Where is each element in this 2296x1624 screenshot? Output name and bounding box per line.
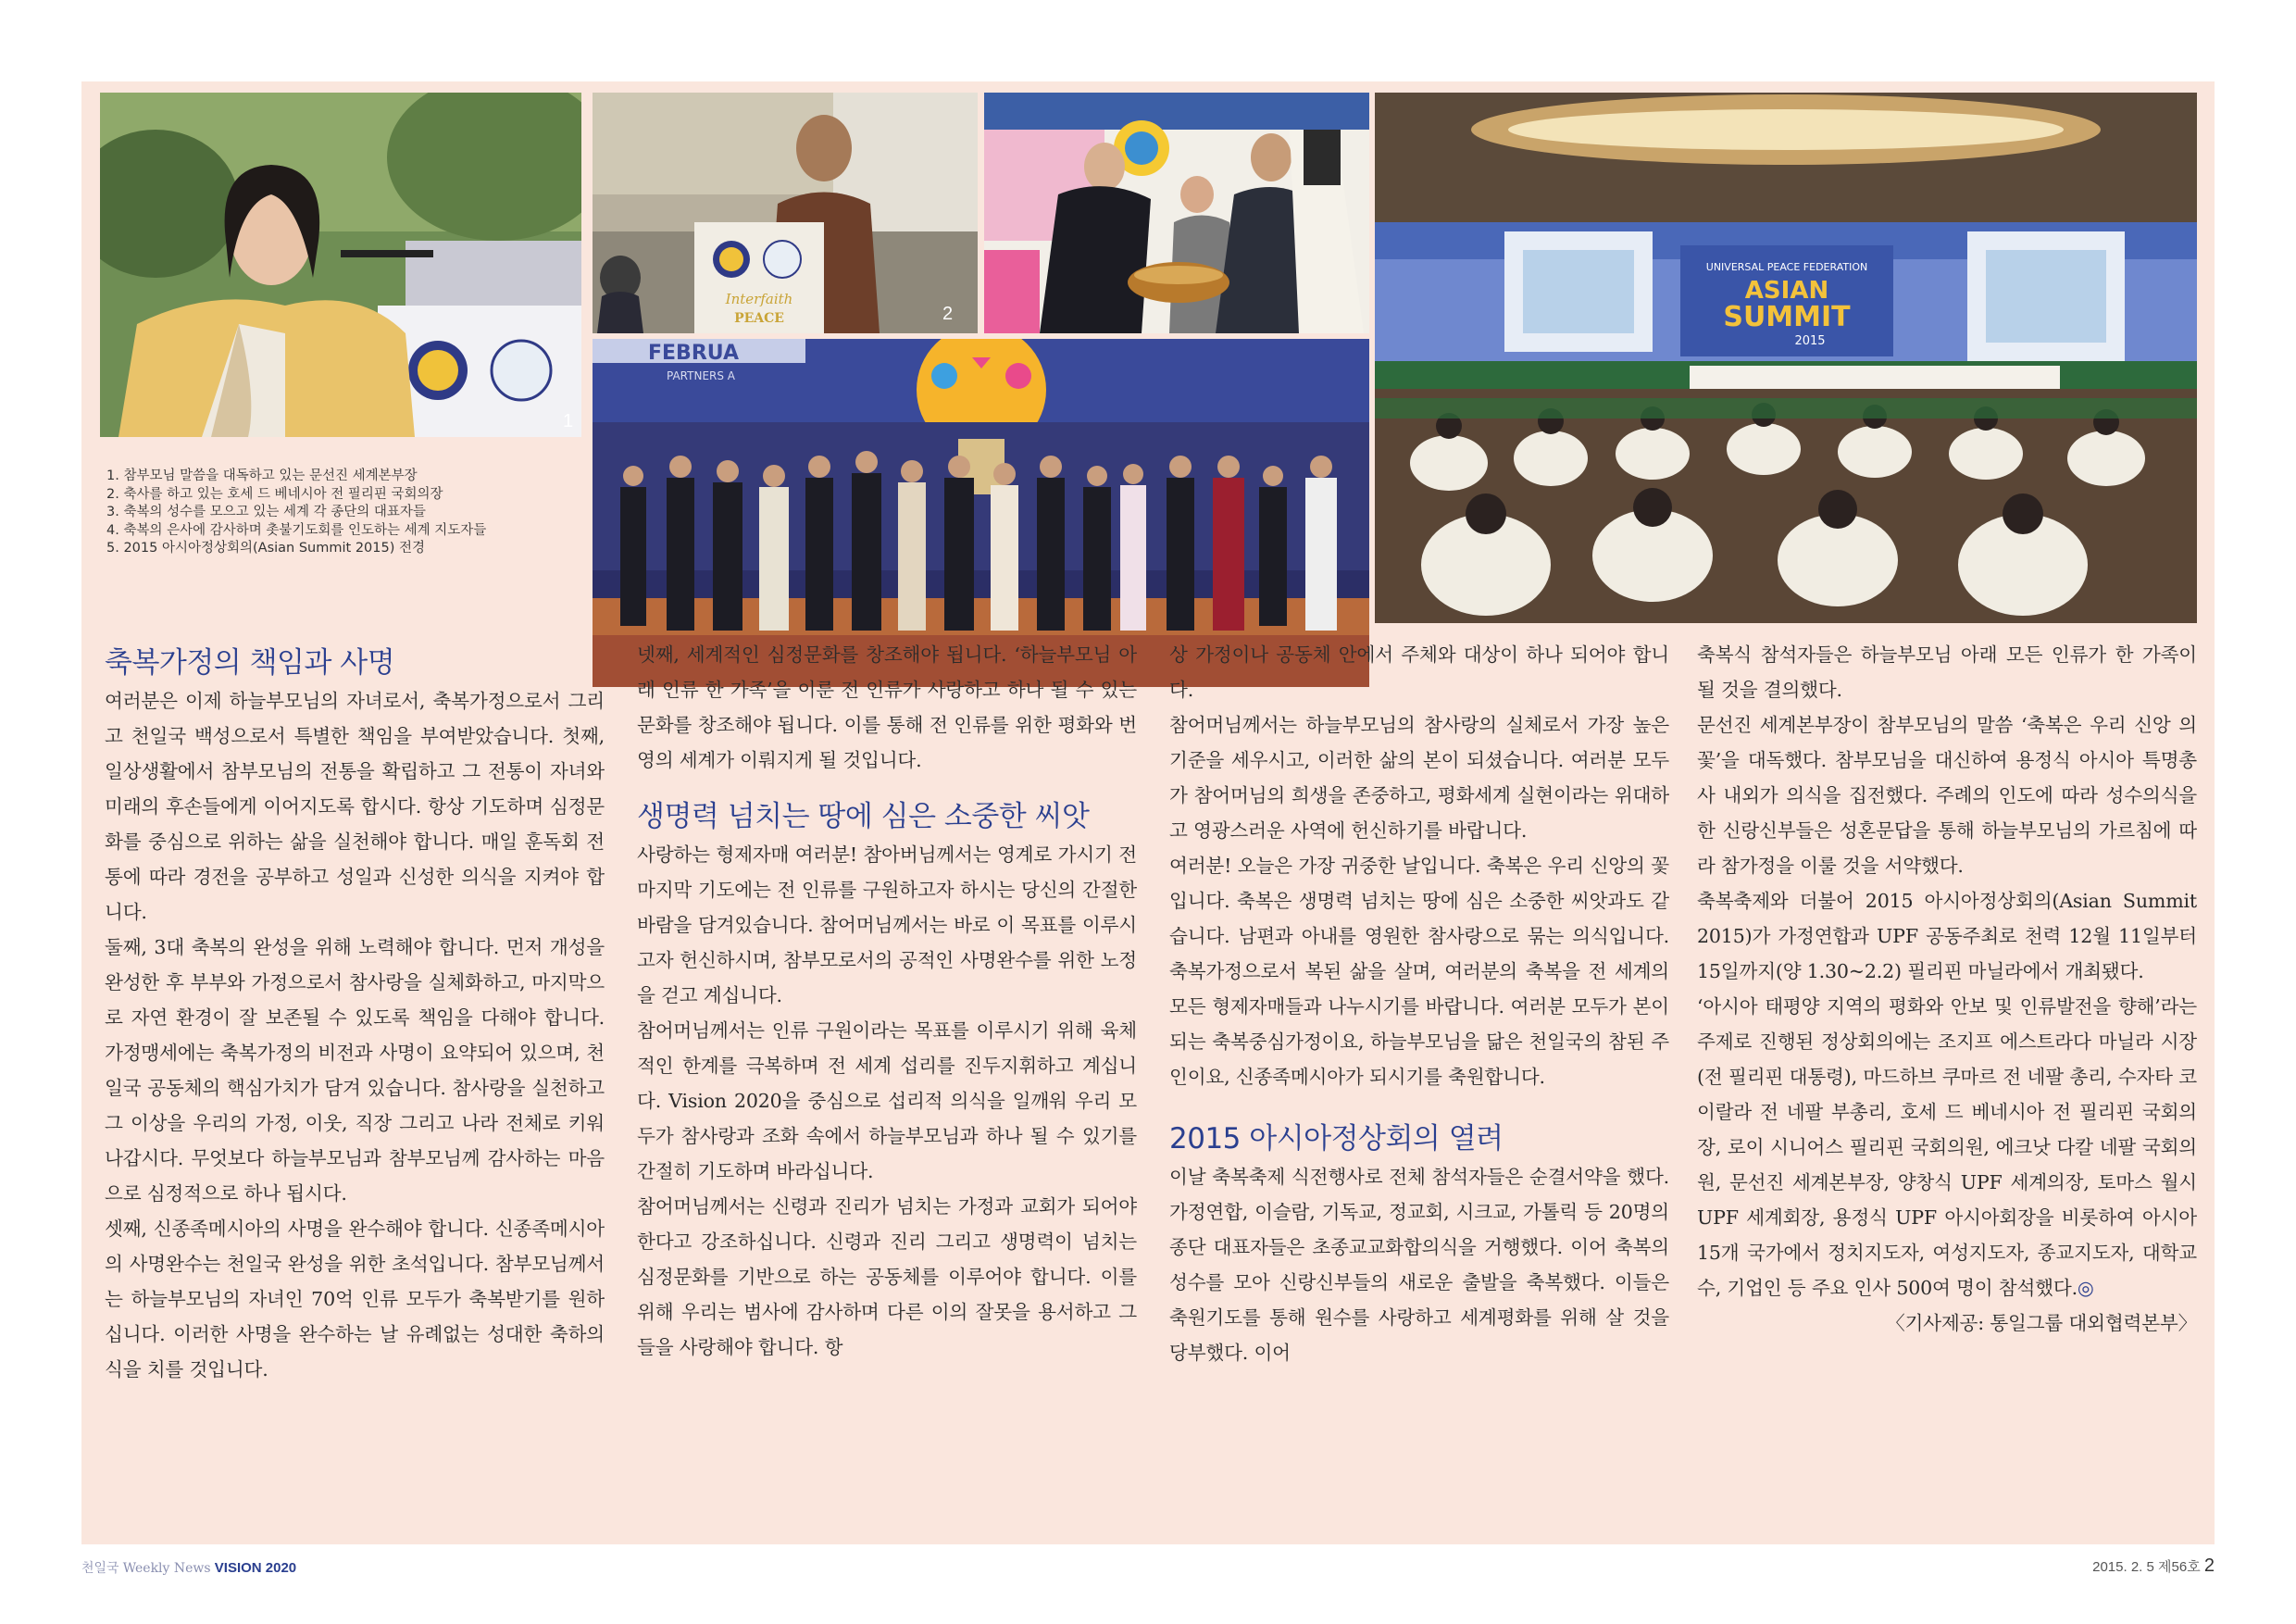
caption-2: 2. 축사를 하고 있는 호세 드 베네시아 전 필리핀 국회의장 — [106, 486, 443, 502]
photo-number-2: 2 — [942, 304, 954, 324]
summit-year-text: 2015 — [1794, 334, 1826, 348]
photo-speaker-woman — [100, 93, 581, 437]
podium-logo-text: Interfaith — [725, 291, 793, 307]
brand-korean: 천일국 — [81, 1561, 119, 1576]
summit-asian-text: ASIAN — [1744, 277, 1829, 305]
section-heading-responsibility: 축복가정의 책임과 사명 — [105, 646, 395, 680]
paragraph: 이날 축복축제 식전행사로 전체 참석자들은 순결서약을 했다. 가정연합, 이슬람, 기독교, 정교회, 시크교, 가톨릭 등 20명의 종단 대표자들은 초종교교화합의식을 거행했다. 이어 축복의 성수를 모아 신랑신부들의 새로운 출발을 축복했다. 이들은 축원기도를 통해 원수를 사랑하고 세계평화를 위해 살 것을 당부했다. 이어 — [1169, 1166, 1669, 1364]
brand-weekly-news: Weekly News — [122, 1561, 211, 1576]
article-column-1 — [105, 643, 605, 1387]
end-mark-icon: ◎ — [2077, 1277, 2094, 1299]
paragraph: 상 가정이나 공동체 안에서 주체와 대상이 하나 되어야 합니다. — [1169, 643, 1669, 701]
paragraph: 축복식 참석자들은 하늘부모님 아래 모든 인류가 한 가족이 될 것을 결의했다. — [1697, 643, 2197, 701]
footer-brand — [81, 1558, 296, 1577]
article-column-3 — [1169, 637, 1669, 1370]
caption-4: 4. 축복의 은사에 감사하며 촛불기도회를 인도하는 세계 지도자들 — [106, 522, 487, 538]
stage-banner-feb: FEBRUA — [648, 342, 739, 365]
page-number: 2 — [2203, 1555, 2215, 1576]
paragraph: 참어머님께서는 하늘부모님의 참사랑의 실체로서 가장 높은 기준을 세우시고, 이러한 삶의 본이 되셨습니다. 여러분 모두가 참어머님의 희생을 존중하고, 평화세계 실현이라는 위대하고 영광스러운 사역에 헌신하기를 바랍니다. — [1169, 714, 1669, 842]
article-column-2 — [637, 637, 1137, 1365]
section-heading-seed: 생명력 넘치는 땅에 심은 소중한 씨앗 — [637, 800, 1090, 833]
paragraph: 참어머님께서는 인류 구원이라는 목표를 이루시기 위해 육체적인 한계를 극복하며 전 세계 섭리를 진두지휘하고 계십니다. Vision 2020을 중심으로 섭리적 의식을 일깨워 우리 모두가 참사랑과 조화 속에서 하늘부모님과 하나 될 수 있기를 간절히 기도하며 바라십니다. — [637, 1019, 1137, 1182]
article-credit: 〈기사제공: 통일그룹 대외협력본부〉 — [1886, 1312, 2197, 1334]
paragraph: 사랑하는 형제자매 여러분! 참아버님께서는 영계로 가시기 전 마지막 기도에는 전 인류를 구원하고자 하시는 당신의 간절한 바람을 담겨있습니다. 참어머님께서는 바로 이 목표를 이루시고자 헌신하시며, 참부모로서의 공적인 사명완수를 위한 노정을 걷고 계십니다. — [637, 843, 1137, 1006]
paragraph: 셋째, 신종족메시아의 사명을 완수해야 합니다. 신종족메시아의 사명완수는 천일국 완성을 위한 초석입니다. 참부모님께서는 하늘부모님의 자녀인 70억 인류 모두가 축복받기를 원하십니다. 이러한 사명을 완수하는 날 유례없는 성대한 축하의식을 치를 것입니다. — [105, 1218, 605, 1380]
section-heading-summit: 2015 아시아정상회의 열려 — [1169, 1122, 1504, 1156]
summit-upf-text: UNIVERSAL PEACE FEDERATION — [1705, 261, 1868, 273]
photo-speaker-podium — [593, 93, 978, 333]
photo-captions — [106, 468, 588, 558]
photo-summit-hall — [1375, 93, 2197, 623]
photo-number-1: 1 — [563, 411, 574, 431]
paragraph: 여러분은 이제 하늘부모님의 자녀로서, 축복가정으로서 그리고 천일국 백성으로서 특별한 책임을 부여받았습니다. 첫째, 일상생활에서 참부모님의 전통을 확립하고 그 전통이 자녀와 미래의 후손들에게 이어지도록 합시다. 항상 기도하며 심정문화를 중심으로 위하는 삶을 실천해야 합니다. 매일 훈독회 전통에 따라 경전을 공부하고 성일과 신성한 의식을 지켜야 합니다. — [105, 690, 605, 923]
paragraph: 여러분! 오늘은 가장 귀중한 날입니다. 축복은 우리 신앙의 꽃입니다. 축복은 생명력 넘치는 땅에 심은 소중한 씨앗과도 같습니다. 남편과 아내를 영원한 참사랑으로 묶는 의식입니다. 축복가정으로서 복된 삶을 살며, 여러분의 축복을 전 세계의 모든 형제자매들과 나누시기를 바랍니다. 여러분 모두가 본이 되는 축복중심가정이요, 하늘부모님을 닮은 천일국의 참된 주인이요, 신종족메시아가 되시기를 축원합니다. — [1169, 855, 1669, 1088]
paragraph: 참어머님께서는 신령과 진리가 넘치는 가정과 교회가 되어야 한다고 강조하십니다. 신령과 진리 그리고 생명력이 넘치는 심정문화를 기반으로 하는 공동체를 이루어야 합니다. 이를 위해 우리는 범사에 감사하며 다른 이의 잘못을 용서하고 그들을 사랑해야 합니다. 항 — [637, 1195, 1137, 1358]
brand-vision: VISION 2020 — [214, 1560, 297, 1576]
stage-banner-partners: PARTNERS A — [667, 369, 736, 382]
issue-number: 제56호 — [2158, 1559, 2201, 1575]
footer-issue-info — [2092, 1555, 2215, 1577]
issue-date: 2015. 2. 5 — [2092, 1559, 2154, 1575]
paragraph: 넷째, 세계적인 심정문화를 창조해야 됩니다. ‘하늘부모님 아래 인류 한 가족’을 이룬 전 인류가 사랑하고 하나 될 수 있는 문화를 창조해야 됩니다. 이를 통해 전 인류를 위한 평화와 번영의 세계가 이뤄지게 될 것입니다. — [637, 643, 1137, 771]
summit-summit-text: SUMMIT — [1723, 301, 1851, 333]
podium-logo-sub: PEACE — [734, 311, 784, 326]
article-column-4 — [1697, 637, 2197, 1341]
paragraph: 문선진 세계본부장이 참부모님의 말씀 ‘축복은 우리 신앙 의 꽃’을 대독했다. 참부모님을 대신하여 용정식 아시아 특명총사 내외가 의식을 집전했다. 주례의 인도에 따라 성수의식을 한 신랑신부들은 성혼문답을 통해 하늘부모님의 가르침에 따라 참가정을 이룰 것을 서약했다. — [1697, 714, 2197, 877]
paragraph: 축복축제와 더불어 2015 아시아정상회의(Asian Summit 2015)가 가정연합과 UPF 공동주최로 천력 12월 11일부터 15일까지(양 1.30~2.2) 필리핀 마닐라에서 개최됐다. — [1697, 890, 2197, 982]
photo-ritual — [984, 93, 1369, 333]
caption-5: 5. 2015 아시아정상회의(Asian Summit 2015) 전경 — [106, 541, 425, 556]
paragraph-final — [1697, 989, 2197, 1305]
paragraph: 둘째, 3대 축복의 완성을 위해 노력해야 합니다. 먼저 개성을 완성한 후 부부와 가정으로서 참사랑을 실체화하고, 마지막으로 자연 환경이 잘 보존될 수 있도록 책임을 다해야 합니다. 가정맹세에는 축복가정의 비전과 사명이 요약되어 있으며, 천일국 공동체의 핵심가치가 담겨 있습니다. 참사랑을 실천하고 그 이상을 우리의 가정, 이웃, 직장 그리고 나라 전체로 키워 나갑시다. 무엇보다 하늘부모님과 참부모님께 감사하는 마음으로 심정적으로 하나 됩시다. — [105, 936, 605, 1205]
caption-3: 3. 축복의 성수를 모으고 있는 세계 각 종단의 대표자들 — [106, 505, 426, 519]
paragraph-text: ‘아시아 태평양 지역의 평화와 안보 및 인류발전을 향해’라는 주제로 진행된 정상회의에는 조지프 에스트라다 마닐라 시장(전 필리핀 대통령), 마드하브 쿠마르 전 네팔 총리, 수자타 코이랄라 전 네팔 부총리, 호세 드 베네시아 전 필리핀 국회의장, 로이 시니어스 필리핀 국회의원, 에크낫 다칼 네팔 국회의원, 문선진 세계본부장, 양창식 UPF 세계의장, 토마스 월시 UPF 세계회장, 용정식 UPF 아시아회장을 비롯하여 아시아 15개 국가에서 정치지도자, 여성지도자, 종교지도자, 대학교수, 기업인 등 주요 인사 500여 명이 참석했다. — [1697, 995, 2197, 1299]
caption-1: 1. 참부모님 말씀을 대독하고 있는 문선진 세계본부장 — [106, 468, 418, 483]
photo-stage-leaders — [593, 339, 1369, 687]
